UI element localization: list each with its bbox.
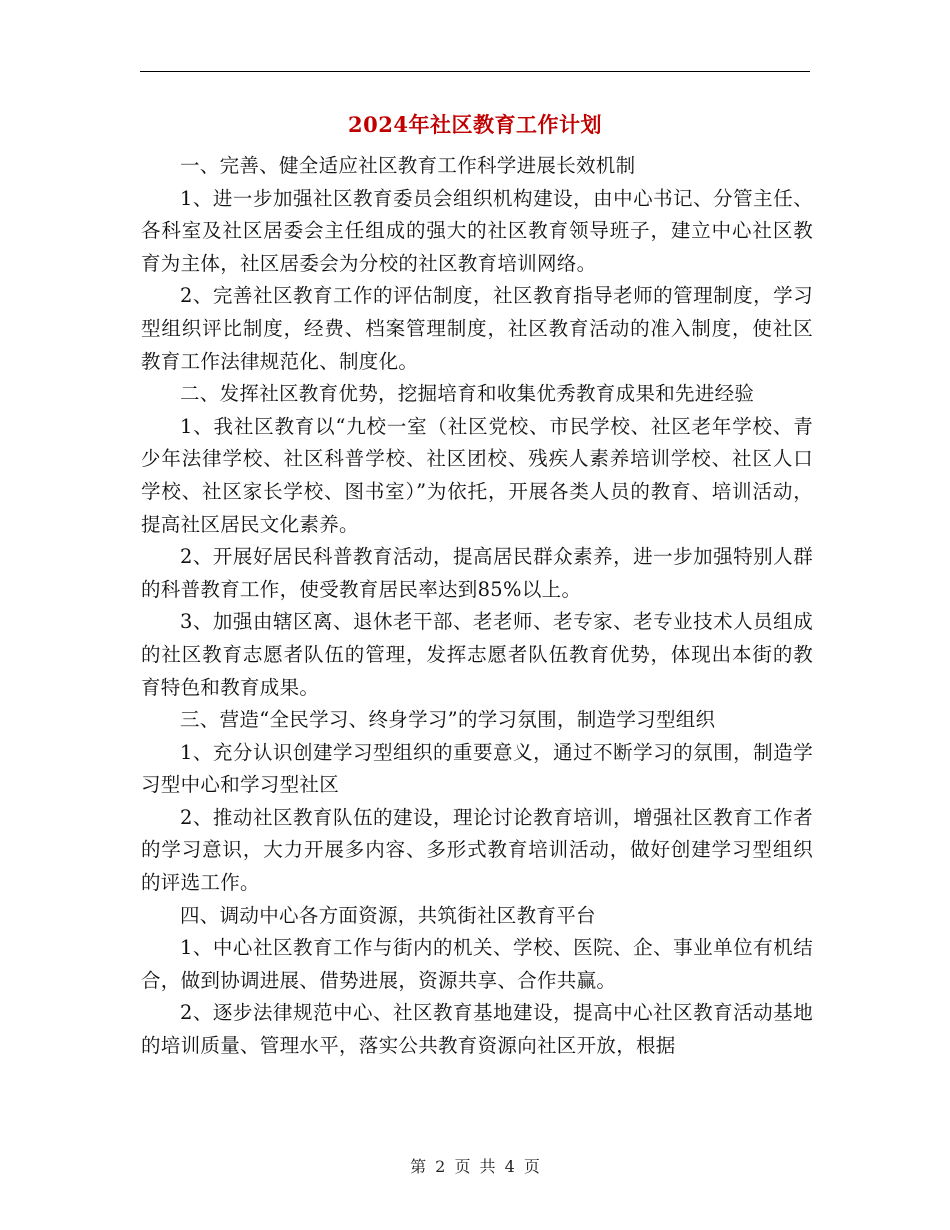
section-heading-4: 四、调动中心各方面资源，共筑街社区教育平台 — [180, 903, 596, 927]
paragraph: 1、中心社区教育工作与街内的机关、学校、医院、企、事业单位有机结合，做到协调进展、借势进展，资源共享、合作共赢。 — [141, 936, 813, 992]
page-number-footer: 第 2 页 共 4 页 — [410, 1157, 540, 1176]
header-rule — [140, 71, 810, 72]
document-body — [141, 150, 813, 1063]
paragraph: 2、开展好居民科普教育活动，提高居民群众素养，进一步加强特别人群的科普教育工作，使受教育居民率达到85%以上。 — [141, 545, 813, 601]
section-heading-2: 二、发挥社区教育优势，挖掘培育和收集优秀教育成果和先进经验 — [180, 382, 755, 406]
document-title: 2024年社区教育工作计划 — [348, 112, 602, 137]
paragraph: 3、加强由辖区离、退休老干部、老老师、老专家、老专业技术人员组成的社区教育志愿者队伍的管理，发挥志愿者队伍教育优势，体现出本街的教育特色和教育成果。 — [141, 610, 813, 699]
paragraph: 1、充分认识创建学习型组织的重要意义，通过不断学习的氛围，制造学习型中心和学习型社区 — [141, 740, 813, 797]
section-heading-1: 一、完善、健全适应社区教育工作科学进展长效机制 — [180, 154, 636, 177]
section-heading-3: 三、营造“全民学习、终身学习”的学习氛围，制造学习型组织 — [180, 708, 716, 732]
paragraph: 1、我社区教育以“九校一室（社区党校、市民学校、社区老年学校、青少年法律学校、社区科普学校、社区团校、残疾人素养培训学校、社区人口学校、社区家长学校、图书室）”为依托，开展各类人员的教育、培训活动，提高社区居民文化素养。 — [141, 414, 813, 536]
paragraph: 2、逐步法律规范中心、社区教育基地建设，提高中心社区教育活动基地的培训质量、管理水平，落实公共教育资源向社区开放，根据 — [141, 1001, 813, 1058]
paragraph: 2、推动社区教育队伍的建设，理论讨论教育培训，增强社区教育工作者的学习意识，大力开展多内容、多形式教育培训活动，做好创建学习型组织的评选工作。 — [141, 805, 813, 895]
paragraph: 1、进一步加强社区教育委员会组织机构建设，由中心书记、分管主任、各科室及社区居委会主任组成的强大的社区教育领导班子，建立中心社区教育为主体，社区居委会为分校的社区教育培训网络。 — [141, 186, 813, 275]
paragraph: 2、完善社区教育工作的评估制度，社区教育指导老师的管理制度，学习型组织评比制度，经费、档案管理制度，社区教育活动的准入制度，使社区教育工作法律规范化、制度化。 — [141, 284, 813, 373]
